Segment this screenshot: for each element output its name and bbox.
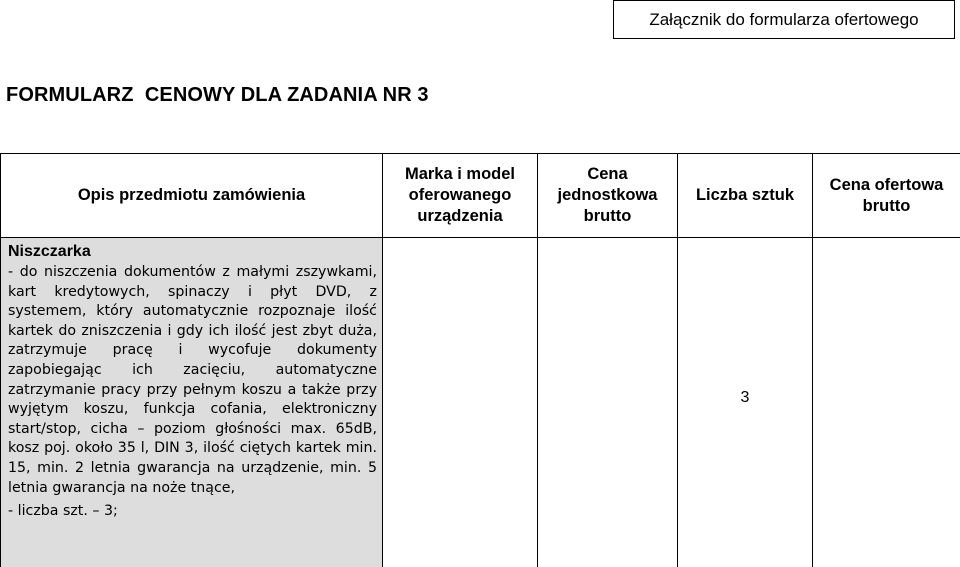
annex-label-box xyxy=(613,0,955,39)
quantity-value: 3 xyxy=(740,389,750,406)
form-title: FORMULARZ CENOWY DLA ZADANIA NR 3 xyxy=(6,84,429,106)
description-cell xyxy=(1,238,383,567)
table-header-row xyxy=(1,154,960,238)
quantity-cell xyxy=(678,238,813,567)
price-table xyxy=(0,153,960,567)
brand-model-cell[interactable] xyxy=(383,238,538,567)
header-brand-model: Marka i model oferowanego urządzenia xyxy=(383,154,538,238)
header-quantity: Liczba sztuk xyxy=(678,154,813,238)
item-name: Niszczarka xyxy=(8,243,91,260)
header-total-price: Cena ofertowa brutto xyxy=(813,154,960,238)
annex-label: Załącznik do formularza ofertowego xyxy=(649,9,919,29)
item-description: - do niszczenia dokumentów z małymi zszywkami, kart kredytowych, spinaczy i płyt DVD, z systemem, który automatycznie rozpoznaje ilość kartek do zniszczenia i gdy ich ilość jest zbyt duża, zatrzymuje pracę i wycofuje dokumenty zapobiegając ich zacięciu, automatyczne zatrzymanie pracy przy pełnym koszu a także przy wyjętym koszu, funkcja cofania, elektroniczny start/stop, cicha – poziom głośności max. 65dB, kosz poj. około 35 l, DIN 3, ilość ciętych kartek min. 15, min. 2 letnia gwarancja na urządzenie, min. 5 letnia gwarancja na noże tnące, xyxy=(8,264,377,496)
unit-price-cell[interactable] xyxy=(538,238,678,567)
header-unit-price: Cena jednostkowa brutto xyxy=(538,154,678,238)
table-row xyxy=(1,238,960,567)
item-count-line: - liczba szt. – 3; xyxy=(8,503,118,520)
header-description: Opis przedmiotu zamówienia xyxy=(1,154,383,238)
total-price-cell[interactable] xyxy=(813,238,960,567)
